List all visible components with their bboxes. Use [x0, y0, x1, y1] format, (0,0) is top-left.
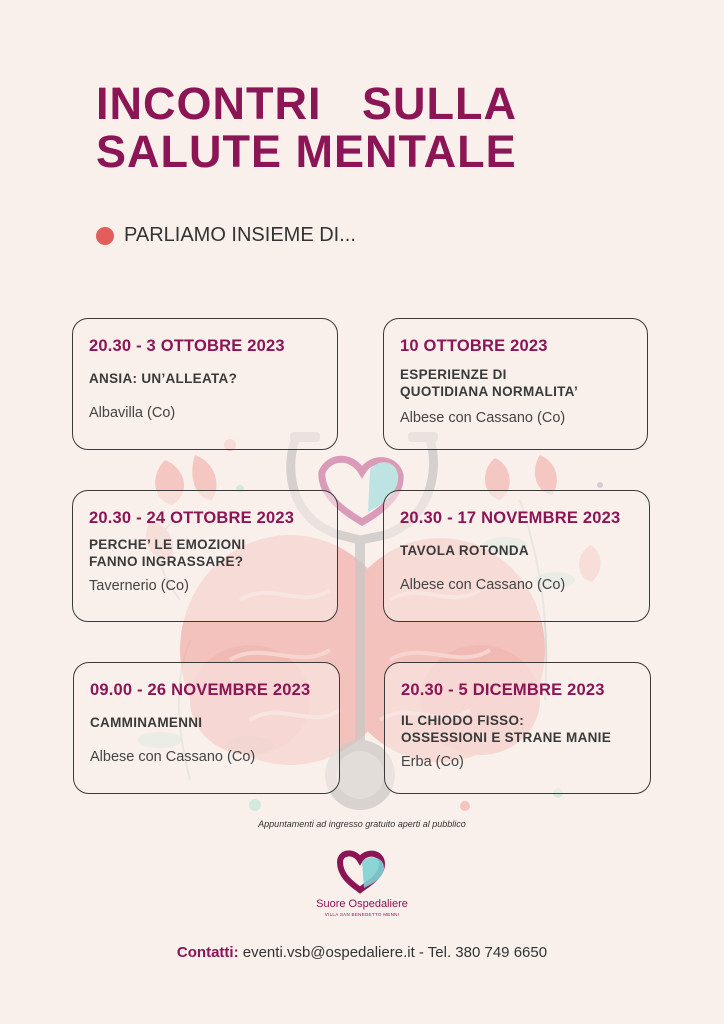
event-place: Erba (Co) [401, 754, 464, 770]
event-card-1 [72, 318, 338, 450]
event-place: Tavernerio (Co) [89, 578, 189, 594]
subtitle-text: PARLIAMO INSIEME DI... [124, 224, 356, 246]
event-place: Albavilla (Co) [89, 405, 176, 421]
event-date: 20.30 - 5 DICEMBRE 2023 [401, 681, 605, 699]
event-date: 10 OTTOBRE 2023 [400, 337, 548, 355]
event-place: Albese con Cassano (Co) [400, 410, 566, 426]
event-date: 09.00 - 26 NOVEMBRE 2023 [90, 681, 311, 699]
event-topic: ESPERIENZE DI QUOTIDIANA NORMALITA’ [400, 367, 579, 399]
event-card-4 [383, 490, 650, 622]
page-title [96, 80, 517, 176]
event-topic: CAMMINAMENNI [90, 715, 203, 730]
event-topic: ANSIA: UN’ALLEATA? [89, 371, 238, 386]
event-place: Albese con Cassano (Co) [400, 577, 566, 593]
event-card-2 [383, 318, 648, 450]
contacts-text: eventi.vsb@ospedaliere.it - Tel. 380 749 6650 [238, 944, 548, 961]
event-date: 20.30 - 3 OTTOBRE 2023 [89, 337, 285, 355]
heart-logo-icon [332, 848, 392, 894]
event-topic: TAVOLA ROTONDA [400, 543, 529, 558]
title-line-2: SALUTE MENTALE [96, 126, 517, 177]
event-date: 20.30 - 24 OTTOBRE 2023 [89, 509, 295, 527]
bullet-dot-icon [96, 227, 114, 245]
subtitle [96, 224, 356, 247]
contacts-label: Contatti: [176, 944, 239, 961]
event-date: 20.30 - 17 NOVEMBRE 2023 [400, 509, 621, 527]
logo-subtitle: VILLA SAN BENEDETTO MENNI [324, 912, 400, 917]
title-line-1: INCONTRI SULLA [96, 78, 517, 129]
event-card-3 [72, 490, 338, 622]
event-place: Albese con Cassano (Co) [90, 749, 256, 765]
event-card-6 [384, 662, 651, 794]
contacts [0, 944, 724, 961]
logo-name: Suore Ospedaliere [316, 898, 408, 910]
event-card-5 [73, 662, 340, 794]
event-topic: IL CHIODO FISSO: OSSESSIONI E STRANE MANIE [401, 713, 612, 745]
event-topic: PERCHE’ LE EMOZIONI FANNO INGRASSARE? [89, 537, 246, 569]
free-entry-note: Appuntamenti ad ingresso gratuito aperti al pubblico [258, 819, 466, 829]
